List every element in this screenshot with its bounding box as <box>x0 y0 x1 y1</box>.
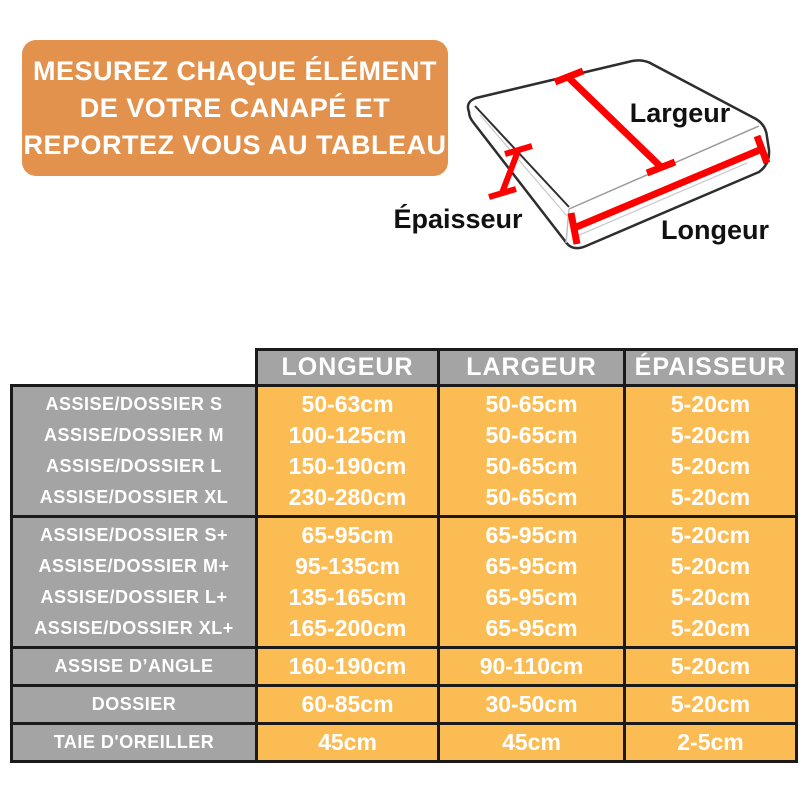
group-largeur-cell <box>439 724 625 762</box>
epaisseur-value: 5-20cm <box>670 453 751 479</box>
row-label: ASSISE/DOSSIER M+ <box>38 556 230 576</box>
largeur-value: 50-65cm <box>485 391 578 417</box>
group-epaisseur-cell <box>625 648 797 686</box>
epaisseur-value: 2-5cm <box>677 729 744 755</box>
group-largeur-cell <box>439 686 625 724</box>
largeur-value: 50-65cm <box>485 453 578 479</box>
instruction-line-1: MESUREZ CHAQUE ÉLÉMENT <box>32 55 438 86</box>
table-row-dossier <box>12 686 797 724</box>
row-label: TAIE D'OREILLER <box>53 732 215 752</box>
epaisseur-value: 5-20cm <box>670 553 751 579</box>
group-labels-cell <box>12 724 257 762</box>
column-header-largeur: LARGEUR <box>439 350 625 386</box>
epaisseur-value: 5-20cm <box>670 484 751 510</box>
epaisseur-value: 5-20cm <box>670 615 751 641</box>
longeur-value: 60-85cm <box>301 691 394 717</box>
epaisseur-label: Épaisseur <box>393 204 523 234</box>
row-label: ASSISE/DOSSIER S+ <box>39 525 229 545</box>
epaisseur-value: 5-20cm <box>670 653 751 679</box>
group-longeur-cell <box>257 648 439 686</box>
largeur-value: 65-95cm <box>485 553 578 579</box>
group-longeur-cell <box>257 724 439 762</box>
table-row-taie-doreiller <box>12 724 797 762</box>
longeur-value: 100-125cm <box>288 422 407 448</box>
table-group-assise-dossier-plus <box>12 517 797 648</box>
row-label: ASSISE/DOSSIER XL+ <box>34 618 234 638</box>
row-label: ASSISE D’ANGLE <box>54 656 214 676</box>
longeur-value: 65-95cm <box>301 522 394 548</box>
group-largeur-cell <box>439 517 625 648</box>
group-labels-cell <box>12 386 257 517</box>
group-longeur-cell <box>257 386 439 517</box>
longeur-value: 50-63cm <box>301 391 394 417</box>
row-label: ASSISE/DOSSIER S <box>45 394 223 414</box>
row-label: ASSISE/DOSSIER L <box>45 456 223 476</box>
epaisseur-value: 5-20cm <box>670 391 751 417</box>
longeur-value: 165-200cm <box>288 615 407 641</box>
group-largeur-cell <box>439 648 625 686</box>
epaisseur-value: 5-20cm <box>670 422 751 448</box>
epaisseur-value: 5-20cm <box>670 691 751 717</box>
longeur-label: Longeur <box>661 215 769 245</box>
column-header-longeur: LONGEUR <box>257 350 439 386</box>
longeur-value: 230-280cm <box>288 484 407 510</box>
group-epaisseur-cell <box>625 724 797 762</box>
largeur-label: Largeur <box>629 98 731 128</box>
row-label: ASSISE/DOSSIER M <box>43 425 225 445</box>
group-labels-cell <box>12 517 257 648</box>
largeur-value: 90-110cm <box>479 653 584 679</box>
largeur-value: 65-95cm <box>485 522 578 548</box>
row-label: DOSSIER <box>91 694 177 714</box>
group-labels-cell <box>12 648 257 686</box>
group-epaisseur-cell <box>625 517 797 648</box>
largeur-value: 30-50cm <box>485 691 578 717</box>
largeur-value: 50-65cm <box>485 422 578 448</box>
table-group-assise-dossier <box>12 386 797 517</box>
epaisseur-value: 5-20cm <box>670 522 751 548</box>
epaisseur-value: 5-20cm <box>670 584 751 610</box>
largeur-value: 65-95cm <box>485 615 578 641</box>
largeur-value: 65-95cm <box>485 584 578 610</box>
instruction-line-3: REPORTEZ VOUS AU TABLEAU <box>23 129 447 160</box>
sofa-cushion-diagram <box>385 10 795 260</box>
instruction-line-2: DE VOTRE CANAPÉ ET <box>79 92 391 123</box>
size-table <box>10 348 798 763</box>
group-epaisseur-cell <box>625 686 797 724</box>
table-row-assise-dangle <box>12 648 797 686</box>
longeur-value: 95-135cm <box>295 553 400 579</box>
largeur-value: 45cm <box>502 729 561 755</box>
column-header-epaisseur: ÉPAISSEUR <box>625 350 797 386</box>
table-header-row <box>12 350 797 386</box>
group-longeur-cell <box>257 686 439 724</box>
longeur-value: 45cm <box>318 729 377 755</box>
longeur-value: 160-190cm <box>288 653 407 679</box>
group-labels-cell <box>12 686 257 724</box>
longeur-value: 150-190cm <box>288 453 407 479</box>
longeur-value: 135-165cm <box>288 584 407 610</box>
group-longeur-cell <box>257 517 439 648</box>
row-label: ASSISE/DOSSIER L+ <box>40 587 228 607</box>
row-label: ASSISE/DOSSIER XL <box>39 487 229 507</box>
largeur-value: 50-65cm <box>485 484 578 510</box>
group-largeur-cell <box>439 386 625 517</box>
table-corner-spacer <box>12 350 257 386</box>
group-epaisseur-cell <box>625 386 797 517</box>
